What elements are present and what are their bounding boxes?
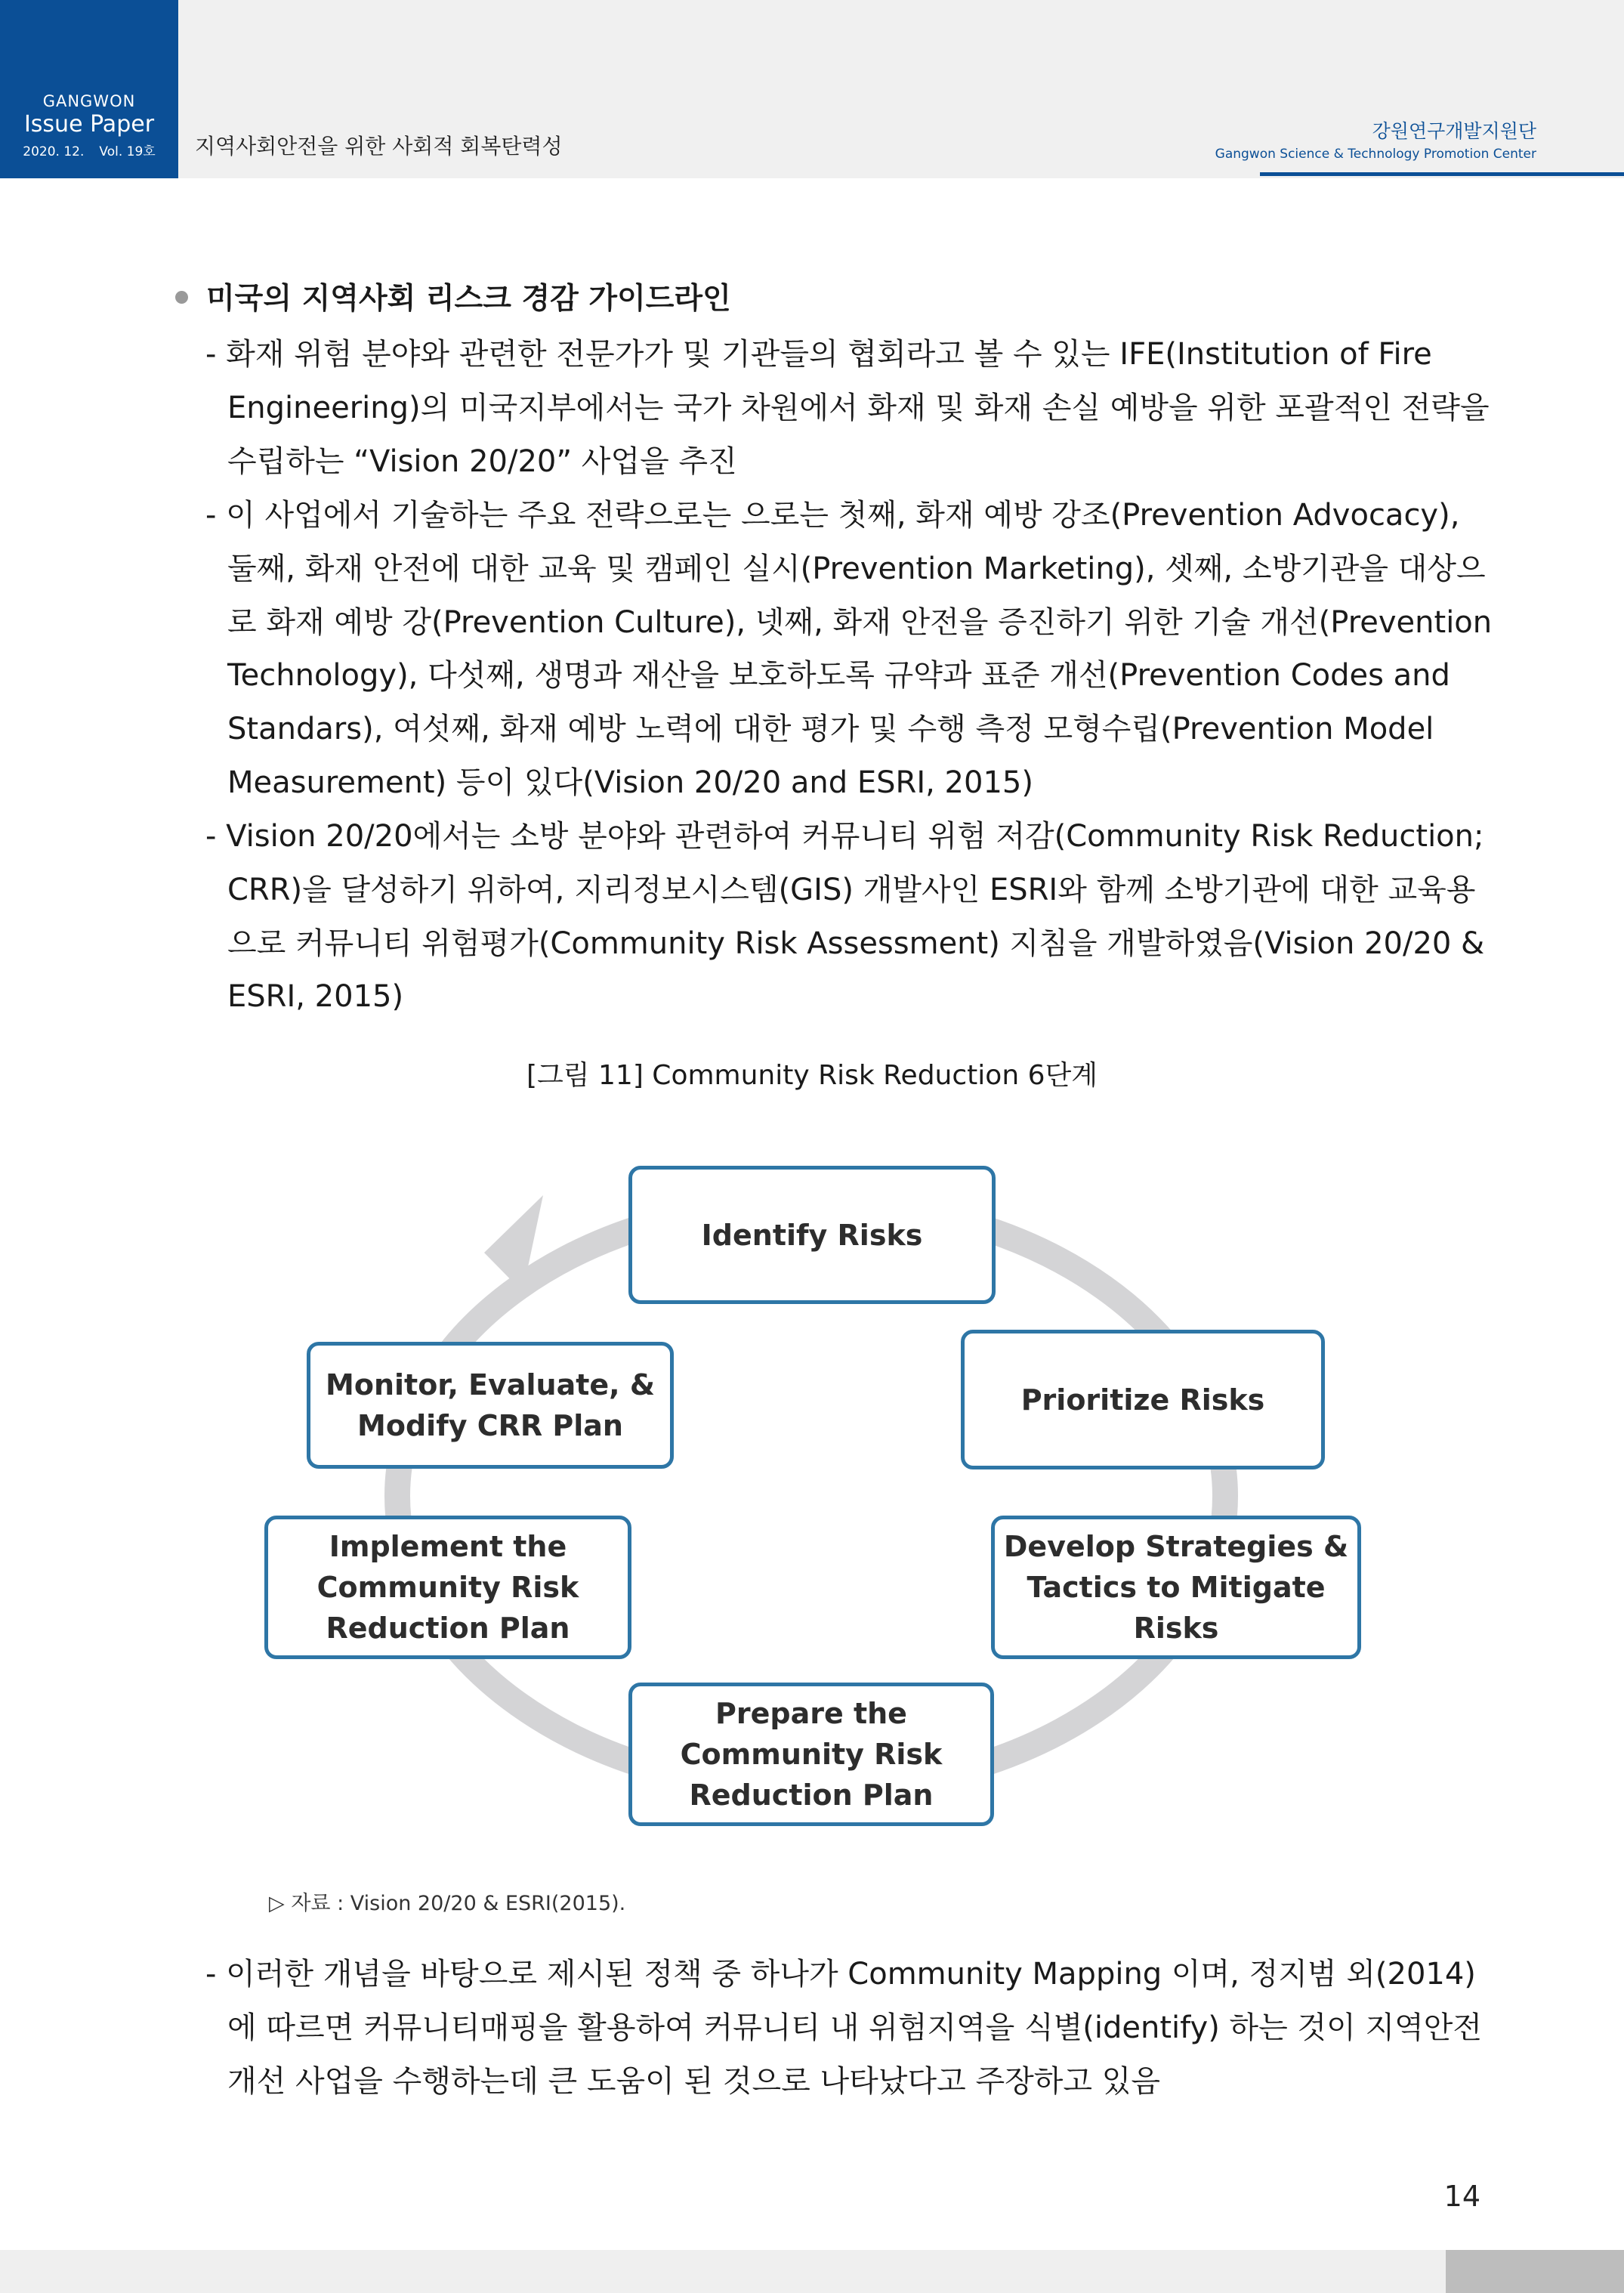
- section-title-text: 미국의 지역사회 리스크 경감 가이드라인: [206, 282, 731, 316]
- step-develop-strategies: Develop Strategies & Tactics to Mitigate Risks: [991, 1516, 1361, 1659]
- paragraph-ife: [205, 328, 1490, 488]
- text-line: 수립하는 “Vision 20/20” 사업을 추진: [227, 443, 737, 479]
- text-line: Measurement) 등이 있다(Vision 20/20 and ESRI, 2015): [227, 765, 1033, 800]
- text-line: - Vision 20/20에서는 소방 분야와 관련하여 커뮤니티 위험 저감(Community Risk Reduction;: [205, 819, 1484, 854]
- footer-tab: [1446, 2250, 1624, 2293]
- text-line: Standars), 여섯째, 화재 예방 노력에 대한 평가 및 수행 측정 모형수립(Prevention Model: [227, 712, 1434, 747]
- issue-date: 2020. 12.: [23, 144, 85, 159]
- issue-volume: Vol. 19호: [99, 144, 156, 159]
- text-line: 로 화재 예방 강(Prevention Culture), 넷째, 화재 안전을 증진하기 위한 기술 개선(Prevention: [227, 604, 1493, 640]
- step-prepare-plan: Prepare the Community Risk Reduction Plan: [628, 1683, 994, 1826]
- text-line: ESRI, 2015): [227, 979, 404, 1015]
- text-line: - 이러한 개념을 바탕으로 제시된 정책 중 하나가 Community Mapping 이며, 정지범 외(2014): [205, 1957, 1476, 1992]
- step-implement-plan: Implement the Community Risk Reduction Plan: [264, 1516, 631, 1659]
- crr-cycle-diagram: [254, 1118, 1368, 1843]
- text-line: 둘째, 화재 안전에 대한 교육 및 캠페인 실시(Prevention Marketing), 셋째, 소방기관을 대상으: [227, 551, 1486, 586]
- step-prioritize-risks: Prioritize Risks: [961, 1330, 1325, 1469]
- text-line: 에 따르면 커뮤니티매핑을 활용하여 커뮤니티 내 위험지역을 식별(identify) 하는 것이 지역안전: [227, 2010, 1483, 2045]
- text-line: - 화재 위험 분야와 관련한 전문가가 및 기관들의 협회라고 볼 수 있는 IFE(Institution of Fire: [205, 337, 1432, 372]
- bullet-icon: [175, 291, 188, 304]
- figure-source: ▷ 자료 : Vision 20/20 & ESRI(2015).: [269, 1892, 626, 1915]
- figure-caption: [그림 11] Community Risk Reduction 6단계: [526, 1060, 1098, 1091]
- issue-paper-logo: [0, 0, 178, 178]
- brand-title: Issue Paper: [23, 111, 155, 138]
- step-identify-risks: Identify Risks: [628, 1166, 996, 1304]
- brand-date-volume: [0, 141, 178, 159]
- page-number: 14: [1443, 2180, 1480, 2213]
- text-line: - 이 사업에서 기술하는 주요 전략으로는 으로는 첫째, 화재 예방 강조(Prevention Advocacy),: [205, 498, 1460, 533]
- paragraph-crr: [205, 810, 1485, 1024]
- header-accent-line: [1260, 172, 1624, 176]
- section-title: [175, 280, 731, 319]
- text-line: 개선 사업을 수행하는데 큰 도움이 된 것으로 나타났다고 주장하고 있음: [227, 2063, 1160, 2099]
- document-title: 지역사회안전을 위한 사회적 회복탄력성: [195, 134, 563, 159]
- brand-top: GANGWON: [42, 92, 136, 110]
- text-line: 으로 커뮤니티 위험평가(Community Risk Assessment) 지침을 개발하였음(Vision 20/20 &: [227, 926, 1485, 961]
- paragraph-community-mapping: [205, 1948, 1483, 2108]
- text-line: Engineering)의 미국지부에서는 국가 차원에서 화재 및 화재 손실 예방을 위한 포괄적인 전략을: [227, 390, 1490, 425]
- step-monitor-evaluate: Monitor, Evaluate, & Modify CRR Plan: [307, 1342, 674, 1469]
- page-header: [0, 0, 1624, 178]
- page-footer: [0, 2250, 1624, 2293]
- paragraph-strategies: [205, 489, 1493, 810]
- text-line: Technology), 다섯째, 생명과 재산을 보호하도록 규약과 표준 개선(Prevention Codes and: [227, 658, 1450, 694]
- organization-name-en: Gangwon Science & Technology Promotion Center: [1215, 147, 1536, 162]
- organization-name: 강원연구개발지원단: [1372, 120, 1536, 142]
- text-line: CRR)을 달성하기 위하여, 지리정보시스템(GIS) 개발사인 ESRI와 함께 소방기관에 대한 교육용: [227, 872, 1476, 907]
